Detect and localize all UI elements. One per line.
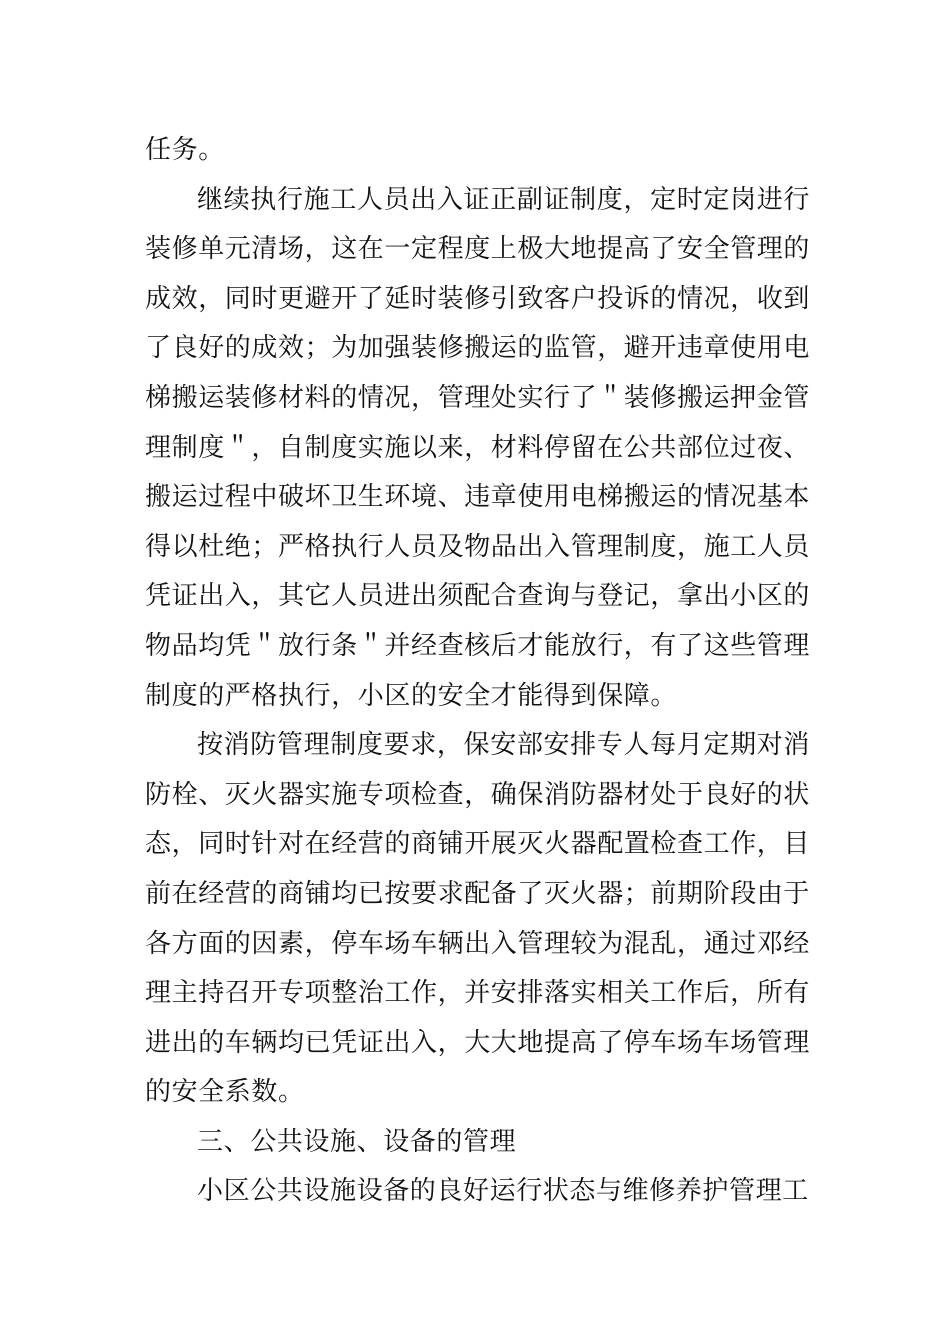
paragraph-continuation: 任务。 [145,135,225,165]
paragraph-facilities-intro: 小区公共设施设备的良好运行状态与维修养护管理工 [197,1176,809,1207]
document-body [145,126,810,1217]
section-heading-facilities: 三、公共设施、设备的管理 [197,1126,517,1157]
paragraph-construction-access: 继续执行施工人员出入证正副证制度，定时定岗进行装修单元清场，这在一定程度上极大地提高了安全管理的成效，同时更避开了延时装修引致客户投诉的情况，收到了良好的成效；为加强装修搬运的监管，避开违章使用电梯搬运装修材料的情况，管理处实行了＂装修搬运押金管理制度＂，自制度实施以来，材料停留在公共部位过夜、搬运过程中破坏卫生环境、违章使用电梯搬运的情况基本得以杜绝；严格执行人员及物品出入管理制度，施工人员凭证出入，其它人员进出须配合查询与登记，拿出小区的物品均凭＂放行条＂并经查核后才能放行，有了这些管理制度的严格执行，小区的安全才能得到保障。 [145,184,811,711]
paragraph-fire-safety: 按消防管理制度要求，保安部安排专人每月定期对消防栓、灭火器实施专项检查，确保消防器材处于良好的状态，同时针对在经营的商铺开展灭火器配置检查工作，目前在经营的商铺均已按要求配备了灭火器；前期阶段由于各方面的因素，停车场车辆出入管理较为混乱，通过邓经理主持召开专项整治工作，并安排落实相关工作后，所有进出的车辆均已凭证出入，大大地提高了停车场车场管理的安全系数。 [145,730,811,1108]
